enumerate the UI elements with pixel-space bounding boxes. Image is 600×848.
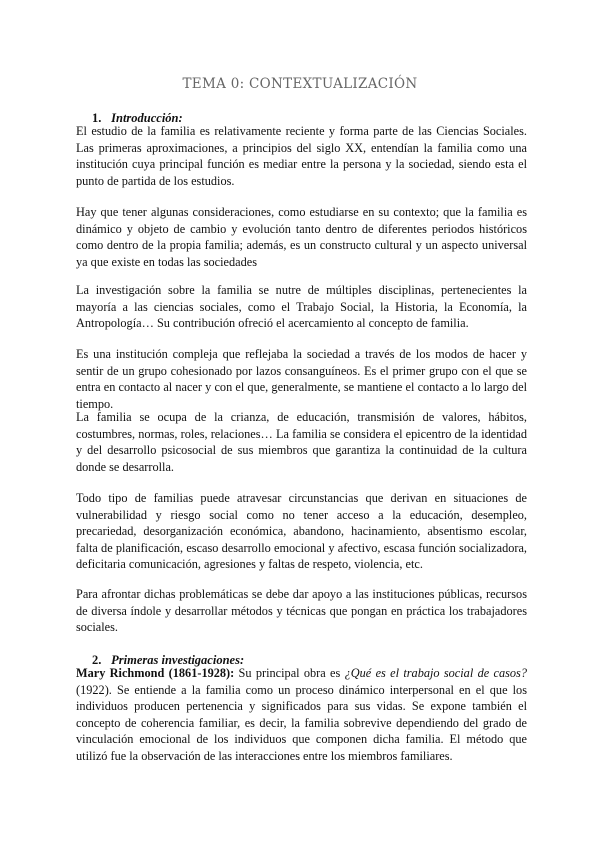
paragraph-richmond xyxy=(76,665,527,765)
section-number: 2. xyxy=(92,653,102,667)
paragraph: La familia se ocupa de la crianza, de educación, transmisión de valores, hábitos, costumbres, normas, roles, relaciones… La familia se considera el epicentro de la identidad y del desarrollo psicosocial de sus miembros que garantiza la continuidad de la cultura donde se desarrolla. xyxy=(76,410,527,474)
paragraph: Es una institución compleja que reflejaba la sociedad a través de los modos de hacer y sentir de un grupo cohesionado por lazos consanguíneos. Es el primer grupo con el que se entra en contacto al nacer y con el que, generalmente, se mantiene el contacto a lo largo del tiempo. xyxy=(76,347,527,411)
paragraph-text: (1922). Se entiende a la familia como un proceso dinámico interpersonal en el que los individuos producen pertenencia y significados para sus vidas. Se expone también el concepto de coherencia familiar, es decir, la familia sobrevive dependiendo del grado de vinculación emocional de los individuos que componen dicha familia. El método que utilizó fue la observación de las interacciones entre los miembros familiares. xyxy=(76,682,527,763)
section-number: 1. xyxy=(92,111,102,125)
work-title: ¿Qué es el trabajo social de casos? xyxy=(344,666,527,680)
author-name: Mary Richmond (1861-1928): xyxy=(76,666,235,680)
paragraph: Todo tipo de familias puede atravesar circunstancias que derivan en situaciones de vulnerabilidad y riesgo social como no tener acceso a la educación, desempleo, precariedad, desorganización económica, abandono, hacinamiento, absentismo escolar, falta de planificación, escaso desarrollo emocional y afectivo, escasa función socializadora, deficitaria comunicación, agresiones y faltas de respeto, violencia, etc. xyxy=(76,491,527,572)
section-heading-text: Primeras investigaciones: xyxy=(111,653,245,667)
paragraph: La investigación sobre la familia se nutre de múltiples disciplinas, pertenecientes la mayoría a las ciencias sociales, como el Trabajo Social, la Historia, la Economía, la Antropología… Su contribución ofreció el acercamiento al concepto de familia. xyxy=(76,283,527,331)
section-heading-text: Introducción: xyxy=(111,111,183,125)
page-title: TEMA 0: CONTEXTUALIZACIÓN xyxy=(182,76,418,92)
paragraph-text: Su principal obra es xyxy=(234,666,345,680)
paragraph: Para afrontar dichas problemáticas se debe dar apoyo a las instituciones públicas, recursos de diversa índole y desarrollar métodos y técnicas que pongan en práctica los trabajadores sociales. xyxy=(76,587,527,635)
paragraph: Hay que tener algunas consideraciones, como estudiarse en su contexto; que la familia es dinámico y objeto de cambio y evolución tanto dentro de diferentes periodos históricos como dentro de la propia familia; además, es un constructo cultural y un aspecto universal ya que existe en todas las sociedades xyxy=(76,205,527,269)
paragraph: El estudio de la familia es relativamente reciente y forma parte de las Ciencias Sociales. Las primeras aproximaciones, a principios del siglo XX, entendían la familia como una institución cuya principal función es mediar entre la persona y la sociedad, siendo esta el punto de partida de los estudios. xyxy=(76,124,527,188)
